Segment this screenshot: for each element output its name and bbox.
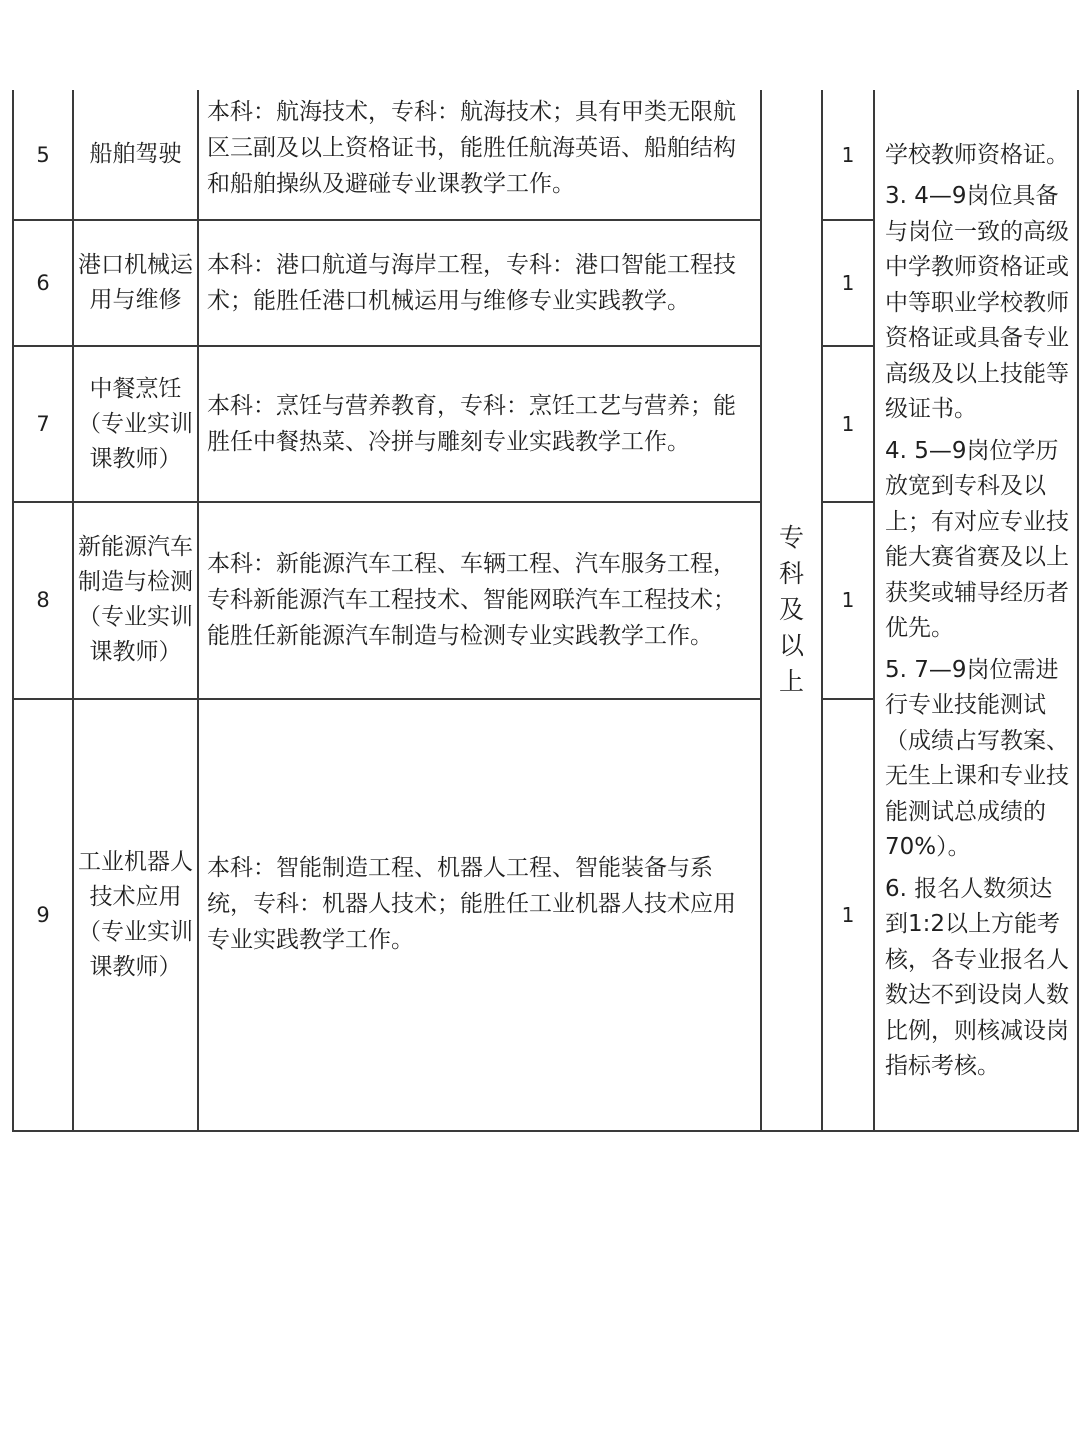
note-4: 4. 5—9岗位学历放宽到专科及以上；有对应专业技能大赛省赛及以上获奖或辅导经历者优先。: [885, 437, 1069, 641]
education-cell: [761, 90, 822, 1131]
post-count: 1: [822, 502, 874, 698]
post-number: 9: [13, 699, 73, 1131]
post-number: 5: [13, 90, 73, 220]
post-count: 1: [822, 220, 874, 346]
note-5: 5. 7—9岗位需进行专业技能测试（成绩占写教案、无生上课和专业技能测试总成绩的70%）。: [885, 656, 1069, 860]
note-3: 3. 4—9岗位具备与岗位一致的高级中学教师资格证或中等职业学校教师资格证或具备专业高级及以上技能等级证书。: [885, 183, 1069, 422]
post-name: 船舶驾驶: [73, 90, 198, 220]
post-name: 新能源汽车制造与检测（专业实训课教师）: [73, 502, 198, 698]
notes-continued: 学校教师资格证。: [885, 141, 1069, 168]
post-count: 1: [822, 346, 874, 502]
post-count: 1: [822, 699, 874, 1131]
post-number: 6: [13, 220, 73, 346]
notes-cell: [874, 90, 1078, 1131]
post-name: 工业机器人技术应用（专业实训课教师）: [73, 699, 198, 1131]
table-row-5: [13, 90, 1078, 220]
post-name: 中餐烹饪（专业实训课教师）: [73, 346, 198, 502]
post-number: 8: [13, 502, 73, 698]
education-requirement: 专科及以上: [778, 523, 804, 696]
post-requirement: 本科：智能制造工程、机器人工程、智能装备与系统，专科：机器人技术；能胜任工业机器人技术应用专业实践教学工作。: [198, 699, 761, 1131]
post-requirement: 本科：烹饪与营养教育，专科：烹饪工艺与营养；能胜任中餐热菜、冷拼与雕刻专业实践教学工作。: [198, 346, 761, 502]
note-6: 6. 报名人数须达到1:2以上方能考核，各专业报名人数达不到设岗人数比例，则核减设岗指标考核。: [885, 875, 1069, 1079]
post-requirement: 本科：新能源汽车工程、车辆工程、汽车服务工程，专科新能源汽车工程技术、智能网联汽车工程技术；能胜任新能源汽车制造与检测专业实践教学工作。: [198, 502, 761, 698]
post-count: 1: [822, 90, 874, 220]
post-requirement: 本科：航海技术，专科：航海技术；具有甲类无限航区三副及以上资格证书，能胜任航海英语、船舶结构和船舶操纵及避碰专业课教学工作。: [198, 90, 761, 220]
recruitment-table: [12, 90, 1079, 1132]
recruitment-table-wrapper: [12, 90, 1077, 1132]
post-name: 港口机械运用与维修: [73, 220, 198, 346]
post-requirement: 本科：港口航道与海岸工程，专科：港口智能工程技术；能胜任港口机械运用与维修专业实践教学。: [198, 220, 761, 346]
post-number: 7: [13, 346, 73, 502]
